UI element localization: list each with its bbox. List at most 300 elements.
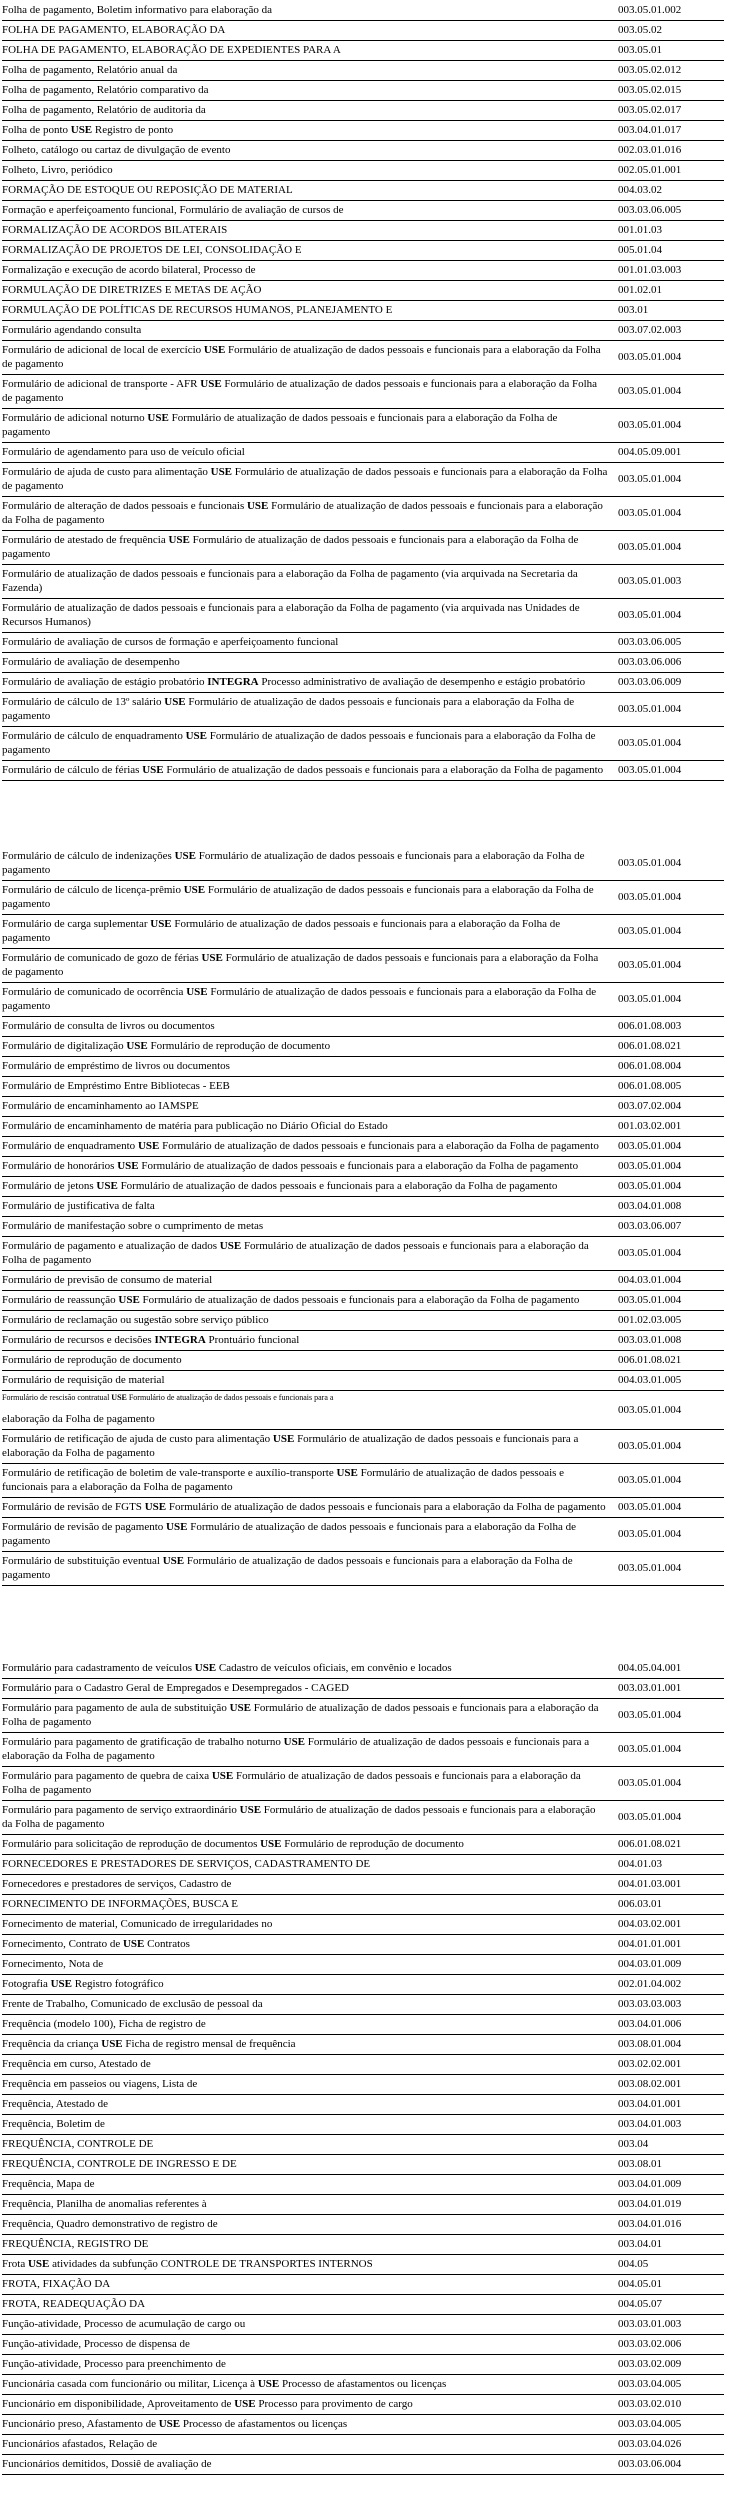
entry-description: Formulário de consulta de livros ou documentos (2, 1020, 215, 1032)
entry-description: Funcionária casada com funcionário ou militar, Licença à USE Processo de afastamentos ou licenças (2, 2378, 447, 2390)
entry-description: Frequência, Planilha de anomalias referentes à (2, 2198, 207, 2210)
entry-code: 003.08.01 (618, 2158, 662, 2170)
table-row (2, 1518, 724, 1552)
entry-code: 003.03.04.005 (618, 2418, 682, 2430)
classification-index-document (2, 0, 724, 2487)
table-row (2, 2235, 724, 2255)
table-row (2, 983, 724, 1017)
table-row (2, 61, 724, 81)
entry-code: 003.04.01.001 (618, 2098, 682, 2110)
table-row (2, 2195, 724, 2215)
table-row (2, 693, 724, 727)
table-row (2, 599, 724, 633)
table-row (2, 1057, 724, 1077)
entry-code: 003.01 (618, 304, 649, 316)
table-row (2, 221, 724, 241)
entry-code: 003.03.06.009 (618, 676, 682, 688)
page-section (2, 847, 724, 1586)
entry-code: 003.05.01.004 (618, 891, 682, 903)
entry-code: 003.05.01.004 (618, 1501, 682, 1513)
table-row (2, 1371, 724, 1391)
entry-code: 004.03.02 (618, 184, 662, 196)
entry-description: Fornecimento, Contrato de USE Contratos (2, 1938, 190, 1950)
entry-description: Formulário de ajuda de custo para alimentação USE Formulário de atualização de dados pessoais e funcionais para a elaboração da Folha de pagamento (2, 466, 608, 492)
entry-code: 003.04.01.006 (618, 2018, 682, 2030)
entry-code: 003.05.01.004 (618, 1709, 682, 1721)
entry-description: FREQUÊNCIA, CONTROLE DE (2, 2138, 154, 2150)
entry-description: Funcionário preso, Afastamento de USE Processo de afastamentos ou licenças (2, 2418, 348, 2430)
table-row (2, 1, 724, 21)
table-row (2, 1699, 724, 1733)
entry-description: Folheto, catálogo ou cartaz de divulgação de evento (2, 144, 231, 156)
entry-description: Formulário de revisão de FGTS USE Formulário de atualização de dados pessoais e funcionais para a elaboração da Folha de pagamento (2, 1501, 606, 1513)
table-row (2, 1271, 724, 1291)
table-row (2, 1767, 724, 1801)
entry-code: 003.05.01.004 (618, 1777, 682, 1789)
entry-code: 003.04.01.019 (618, 2198, 682, 2210)
table-row (2, 497, 724, 531)
table-row (2, 241, 724, 261)
entry-description: Formulário de jetons USE Formulário de atualização de dados pessoais e funcionais para a elaboração da Folha de pagamento (2, 1180, 558, 1192)
table-row (2, 1935, 724, 1955)
page-break-gap (2, 781, 724, 847)
table-row (2, 2175, 724, 2195)
entry-code: 003.05.01.004 (618, 1294, 682, 1306)
table-row (2, 2315, 724, 2335)
entry-description: Frequência, Boletim de (2, 2118, 105, 2130)
entry-description: Formulário de enquadramento USE Formulário de atualização de dados pessoais e funcionais para a elaboração da Folha de pagamento (2, 1140, 599, 1152)
table-row (2, 2375, 724, 2395)
entry-description: Funcionário em disponibilidade, Aproveitamento de USE Processo para provimento de cargo (2, 2398, 413, 2410)
entry-code: 003.05.01.004 (618, 1403, 682, 1416)
entry-description: Formulário para solicitação de reprodução de documentos USE Formulário de reprodução de documento (2, 1838, 464, 1850)
entry-description: FROTA, FIXAÇÃO DA (2, 2278, 111, 2290)
table-row (2, 261, 724, 281)
table-row (2, 1237, 724, 1271)
entry-description: FOLHA DE PAGAMENTO, ELABORAÇÃO DE EXPEDIENTES PARA A (2, 44, 341, 56)
entry-code: 003.05.01.004 (618, 385, 682, 397)
entry-code: 003.05.01.002 (618, 4, 682, 16)
entry-code: 003.03.04.026 (618, 2438, 682, 2450)
entry-description: Formulário de avaliação de desempenho (2, 656, 180, 668)
table-row (2, 881, 724, 915)
entry-code: 003.05.01.004 (618, 1440, 682, 1452)
entry-description: Frequência em passeios ou viagens, Lista de (2, 2078, 198, 2090)
entry-code: 004.01.03.001 (618, 1878, 682, 1890)
table-row (2, 1157, 724, 1177)
entry-description: Formulário de encaminhamento de matéria para publicação no Diário Oficial do Estado (2, 1120, 388, 1132)
entry-description: Formulário de reassunção USE Formulário de atualização de dados pessoais e funcionais para a elaboração da Folha de pagamento (2, 1294, 580, 1306)
table-row (2, 1331, 724, 1351)
table-row (2, 2055, 724, 2075)
entry-description: Função-atividade, Processo de dispensa de (2, 2338, 190, 2350)
entry-code: 003.05.01.004 (618, 419, 682, 431)
entry-code: 003.03.06.007 (618, 1220, 682, 1232)
table-row (2, 673, 724, 693)
entry-description: FORNECEDORES E PRESTADORES DE SERVIÇOS, CADASTRAMENTO DE (2, 1858, 371, 1870)
entry-description: Frequência (modelo 100), Ficha de registro de (2, 2018, 206, 2030)
entry-description: Formulário de agendamento para uso de veículo oficial (2, 446, 245, 458)
table-row (2, 915, 724, 949)
entry-description: Formulário agendando consulta (2, 324, 142, 336)
entry-description: Formulário para o Cadastro Geral de Empregados e Desempregados - CAGED (2, 1682, 350, 1694)
entry-code: 001.01.03.003 (618, 264, 682, 276)
table-row (2, 2035, 724, 2055)
entry-code: 003.05.01.004 (618, 1743, 682, 1755)
entry-description: Frequência em curso, Atestado de (2, 2058, 151, 2070)
entry-code: 003.05.01.004 (618, 764, 682, 776)
entry-code: 004.03.01.005 (618, 1374, 682, 1386)
table-row (2, 1915, 724, 1935)
entry-code: 003.03.06.005 (618, 636, 682, 648)
entry-code: 006.01.08.003 (618, 1020, 682, 1032)
entry-description: Formulário de Empréstimo Entre Bibliotecas - EEB (2, 1080, 230, 1092)
table-row (2, 2215, 724, 2235)
entry-description: Formulário para pagamento de gratificação de trabalho noturno USE Formulário de atualização de dados pessoais e funcionais para a elaboração da Folha de pagamento (2, 1736, 590, 1762)
entry-code: 003.05.01.004 (618, 1247, 682, 1259)
entry-description: FOLHA DE PAGAMENTO, ELABORAÇÃO DA (2, 24, 226, 36)
table-row (2, 181, 724, 201)
entry-code: 004.03.01.004 (618, 1274, 682, 1286)
entry-code: 001.01.03 (618, 224, 662, 236)
entry-code: 003.05.01.004 (618, 737, 682, 749)
table-row (2, 531, 724, 565)
table-row (2, 1552, 724, 1586)
table-row (2, 41, 724, 61)
entry-code: 003.05.01.004 (618, 925, 682, 937)
entry-description: Formulário de previsão de consumo de material (2, 1274, 213, 1286)
table-row (2, 409, 724, 443)
entry-description: Formulário de cálculo de enquadramento USE Formulário de atualização de dados pessoais e funcionais para a elaboração da Folha de pagamento (2, 730, 596, 756)
entry-description: Frequência, Atestado de (2, 2098, 108, 2110)
table-row (2, 2155, 724, 2175)
table-row (2, 2335, 724, 2355)
table-row (2, 1351, 724, 1371)
entry-code: 003.05.01.004 (618, 703, 682, 715)
table-row (2, 341, 724, 375)
entry-code: 004.05 (618, 2258, 649, 2270)
entry-description: Formulário de manifestação sobre o cumprimento de metas (2, 1220, 264, 1232)
table-row (2, 1801, 724, 1835)
entry-code: 003.05.01.004 (618, 351, 682, 363)
table-row (2, 1291, 724, 1311)
table-row (2, 2295, 724, 2315)
entry-code: 001.02.01 (618, 284, 662, 296)
table-row (2, 1995, 724, 2015)
entry-description: Formulário de comunicado de ocorrência USE Formulário de atualização de dados pessoais e funcionais para a elaboração da Folha de pagamento (2, 986, 597, 1012)
entry-code: 006.01.08.021 (618, 1354, 682, 1366)
entry-code: 003.03.01.001 (618, 1682, 682, 1694)
table-row (2, 1498, 724, 1518)
entry-description: Formulário de empréstimo de livros ou documentos (2, 1060, 230, 1072)
table-row (2, 443, 724, 463)
entry-description: Fornecimento de material, Comunicado de irregularidades no (2, 1918, 273, 1930)
entry-code: 003.04 (618, 2138, 649, 2150)
entry-code: 003.05.01.004 (618, 609, 682, 621)
entry-code: 003.05.01.004 (618, 1140, 682, 1152)
table-row (2, 565, 724, 599)
entry-description: Formulário para pagamento de quebra de caixa USE Formulário de atualização de dados pessoais e funcionais para a elaboração da Folha de pagamento (2, 1770, 581, 1796)
entry-description: Formulário de adicional de transporte - AFR USE Formulário de atualização de dados pessoais e funcionais para a elaboração da Folha de pagamento (2, 378, 598, 404)
entry-code: 004.05.01 (618, 2278, 662, 2290)
table-row (2, 1430, 724, 1464)
table-row (2, 2135, 724, 2155)
entry-description: Formulário de avaliação de cursos de formação e aperfeiçoamento funcional (2, 636, 339, 648)
entry-description: Fotografia USE Registro fotográfico (2, 1978, 164, 1990)
entry-description: Frente de Trabalho, Comunicado de exclusão de pessoal da (2, 1998, 263, 2010)
table-row (2, 761, 724, 781)
entry-description: Formulário de atualização de dados pessoais e funcionais para a elaboração da Folha de pagamento (via arquivada na Secretaria da Fazenda) (2, 568, 578, 594)
entry-description: Fornecedores e prestadores de serviços, Cadastro de (2, 1878, 232, 1890)
entry-description: Função-atividade, Processo de acumulação de cargo ou (2, 2318, 246, 2330)
entry-code: 003.03.03.003 (618, 1998, 682, 2010)
table-row (2, 1955, 724, 1975)
table-row (2, 949, 724, 983)
entry-code: 006.01.08.005 (618, 1080, 682, 1092)
table-row (2, 1311, 724, 1331)
entry-code: 006.01.08.004 (618, 1060, 682, 1072)
entry-code: 003.04.01 (618, 2238, 662, 2250)
entry-code: 003.08.01.004 (618, 2038, 682, 2050)
table-row (2, 21, 724, 41)
table-row (2, 1875, 724, 1895)
entry-description: Formulário de reprodução de documento (2, 1354, 182, 1366)
classification-table (2, 1, 724, 2475)
table-row (2, 727, 724, 761)
entry-code: 003.05.01.004 (618, 1180, 682, 1192)
entry-description: Formulário de revisão de pagamento USE Formulário de atualização de dados pessoais e funcionais para a elaboração da Folha de pagamento (2, 1521, 576, 1547)
table-row (2, 2415, 724, 2435)
entry-code: 004.05.09.001 (618, 446, 682, 458)
entry-description: Frota USE atividades da subfunção CONTROLE DE TRANSPORTES INTERNOS (2, 2258, 373, 2270)
entry-description: Frequência da criança USE Ficha de registro mensal de frequência (2, 2038, 296, 2050)
entry-code: 003.05.01.004 (618, 1474, 682, 1486)
entry-code: 006.01.08.021 (618, 1040, 682, 1052)
entry-description: FORMALIZAÇÃO DE PROJETOS DE LEI, CONSOLIDAÇÃO E (2, 244, 302, 256)
entry-description: Função-atividade, Processo para preenchimento de (2, 2358, 226, 2370)
entry-code: 004.05.07 (618, 2298, 662, 2310)
entry-description: Formulário para cadastramento de veículos USE Cadastro de veículos oficiais, em convênio e locados (2, 1662, 452, 1674)
table-row (2, 1895, 724, 1915)
entry-code: 003.05.01.004 (618, 473, 682, 485)
table-row (2, 2015, 724, 2035)
table-row (2, 1733, 724, 1767)
entry-description: Formulário de cálculo de licença-prêmio USE Formulário de atualização de dados pessoais e funcionais para a elaboração da Folha de pagamento (2, 884, 594, 910)
entry-code: 003.08.02.001 (618, 2078, 682, 2090)
table-row (2, 1137, 724, 1157)
entry-code: 003.03.06.004 (618, 2458, 682, 2470)
page-section (2, 1659, 724, 2475)
entry-code: 004.01.01.001 (618, 1938, 682, 1950)
entry-code: 001.02.03.005 (618, 1314, 682, 1326)
entry-description: Formulário de cálculo de férias USE Formulário de atualização de dados pessoais e funcionais para a elaboração da Folha de pagamento (2, 764, 604, 776)
entry-code: 003.05.01 (618, 44, 662, 56)
entry-description: Formulário de alteração de dados pessoais e funcionais USE Formulário de atualização de dados pessoais e funcionais para a elaboração da Folha de pagamento (2, 500, 603, 526)
table-row (2, 1037, 724, 1057)
entry-description: Folha de pagamento, Relatório comparativo da (2, 84, 209, 96)
entry-description: Formação e aperfeiçoamento funcional, Formulário de avaliação de cursos de (2, 204, 344, 216)
entry-description: FREQUÊNCIA, REGISTRO DE (2, 2238, 149, 2250)
table-row (2, 375, 724, 409)
page-break-gap (2, 1586, 724, 1659)
table-row (2, 1391, 724, 1430)
entry-description: Formulário de reclamação ou sugestão sobre serviço público (2, 1314, 269, 1326)
table-row (2, 633, 724, 653)
entry-description: Formulário de avaliação de estágio probatório INTEGRA Processo administrativo de avaliação de desempenho e estágio probatório (2, 676, 586, 688)
table-row (2, 2455, 724, 2475)
entry-description: Frequência, Mapa de (2, 2178, 95, 2190)
bottom-margin (2, 2475, 724, 2487)
entry-description: Formulário de comunicado de gozo de férias USE Formulário de atualização de dados pessoais e funcionais para a elaboração da Folha de pagamento (2, 952, 599, 978)
entry-description: FORMALIZAÇÃO DE ACORDOS BILATERAIS (2, 224, 228, 236)
table-row (2, 1117, 724, 1137)
entry-code: 004.05.04.001 (618, 1662, 682, 1674)
table-row (2, 121, 724, 141)
entry-code: 003.05.01.004 (618, 1528, 682, 1540)
table-row (2, 2075, 724, 2095)
entry-code: 003.07.02.003 (618, 324, 682, 336)
entry-description: Formulário de retificação de ajuda de custo para alimentação USE Formulário de atualização de dados pessoais e funcionais para a elaboração da Folha de pagamento (2, 1433, 579, 1459)
table-row (2, 1679, 724, 1699)
entry-description: Funcionários afastados, Relação de (2, 2438, 158, 2450)
entry-code: 003.04.01.003 (618, 2118, 682, 2130)
table-row (2, 201, 724, 221)
entry-code: 005.01.04 (618, 244, 662, 256)
entry-code: 006.03.01 (618, 1898, 662, 1910)
table-row (2, 81, 724, 101)
entry-description: FORMAÇÃO DE ESTOQUE OU REPOSIÇÃO DE MATERIAL (2, 184, 293, 196)
entry-code: 003.03.04.005 (618, 2378, 682, 2390)
entry-description: FORMULAÇÃO DE POLÍTICAS DE RECURSOS HUMANOS, PLANEJAMENTO E (2, 304, 393, 316)
entry-code: 003.04.01.016 (618, 2218, 682, 2230)
table-row (2, 281, 724, 301)
entry-code: 003.04.01.008 (618, 1200, 682, 1212)
entry-code: 002.05.01.001 (618, 164, 682, 176)
table-row (2, 2115, 724, 2135)
table-row (2, 463, 724, 497)
entry-code: 001.03.02.001 (618, 1120, 682, 1132)
entry-description: Formalização e execução de acordo bilateral, Processo de (2, 264, 256, 276)
entry-description: Formulário de adicional noturno USE Formulário de atualização de dados pessoais e funcionais para a elaboração da Folha de pagamento (2, 412, 558, 438)
table-row (2, 1077, 724, 1097)
table-row (2, 1975, 724, 1995)
entry-description: Folheto, Livro, periódico (2, 164, 113, 176)
entry-code: 006.01.08.021 (618, 1838, 682, 1850)
entry-code: 003.05.01.004 (618, 507, 682, 519)
table-row (2, 2275, 724, 2295)
entry-description: FORNECIMENTO DE INFORMAÇÕES, BUSCA E (2, 1898, 239, 1910)
table-row (2, 2355, 724, 2375)
entry-description: FORMULAÇÃO DE DIRETRIZES E METAS DE AÇÃO (2, 284, 262, 296)
entry-description: Formulário de adicional de local de exercício USE Formulário de atualização de dados pessoais e funcionais para a elaboração da Folha de pagamento (2, 344, 601, 370)
table-row (2, 2255, 724, 2275)
entry-description: Funcionários demitidos, Dossiê de avaliação de (2, 2458, 212, 2470)
entry-description: Formulário de retificação de boletim de vale-transporte e auxílio-transporte USE Formulário de atualização de dados pessoais e funcionais para a elaboração da Folha de pagamento (2, 1467, 565, 1493)
entry-description: Formulário de digitalização USE Formulário de reprodução de documento (2, 1040, 331, 1052)
entry-code: 003.05.02.012 (618, 64, 682, 76)
entry-code: 003.03.01.008 (618, 1334, 682, 1346)
entry-description: Formulário de pagamento e atualização de dados USE Formulário de atualização de dados pessoais e funcionais para a elaboração da Folha de pagamento (2, 1240, 589, 1266)
entry-code: 003.05.02.017 (618, 104, 682, 116)
entry-code: 003.05.01.004 (618, 993, 682, 1005)
entry-description: Folha de pagamento, Boletim informativo para elaboração da (2, 4, 273, 16)
entry-code: 003.03.02.009 (618, 2358, 682, 2370)
entry-description: FREQUÊNCIA, CONTROLE DE INGRESSO E DE (2, 2158, 237, 2170)
entry-code: 004.03.01.009 (618, 1958, 682, 1970)
table-row (2, 161, 724, 181)
entry-description: Formulário para pagamento de aula de substituição USE Formulário de atualização de dados pessoais e funcionais para a elaboração da Folha de pagamento (2, 1702, 599, 1728)
table-row (2, 1017, 724, 1037)
entry-code: 003.04.01.009 (618, 2178, 682, 2190)
table-row (2, 2435, 724, 2455)
entry-description: Folha de pagamento, Relatório de auditoria da (2, 104, 206, 116)
entry-code: 003.04.01.017 (618, 124, 682, 136)
entry-description: Formulário para pagamento de serviço extraordinário USE Formulário de atualização de dados pessoais e funcionais para a elaboração da Folha de pagamento (2, 1804, 596, 1830)
entry-description: Formulário de atestado de frequência USE Formulário de atualização de dados pessoais e funcionais para a elaboração da Folha de pagamento (2, 534, 579, 560)
entry-description: Formulário de carga suplementar USE Formulário de atualização de dados pessoais e funcionais para a elaboração da Folha de pagamento (2, 918, 561, 944)
entry-description: Formulário de cálculo de 13º salário USE Formulário de atualização de dados pessoais e funcionais para a elaboração da Folha de pagamento (2, 696, 575, 722)
entry-code: 003.05.01.003 (618, 575, 682, 587)
entry-description: Folha de pagamento, Relatório anual da (2, 64, 178, 76)
entry-description: Formulário de substituição eventual USE Formulário de atualização de dados pessoais e funcionais para a elaboração da Folha de pagamento (2, 1555, 573, 1581)
entry-description: Formulário de justificativa de falta (2, 1200, 155, 1212)
entry-code: 003.05.01.004 (618, 541, 682, 553)
table-row (2, 101, 724, 121)
table-row (2, 847, 724, 881)
table-row (2, 1835, 724, 1855)
table-row (2, 1097, 724, 1117)
entry-description: Formulário de rescisão contratual USE Formulário de atualização de dados pessoais e funcionais para a elaboração da Folha de pagamento (2, 1393, 334, 1425)
table-row (2, 1197, 724, 1217)
table-row (2, 1855, 724, 1875)
entry-description: Formulário de encaminhamento ao IAMSPE (2, 1100, 199, 1112)
entry-description: Formulário de recursos e decisões INTEGRA Prontuário funcional (2, 1334, 300, 1346)
entry-code: 003.03.06.005 (618, 204, 682, 216)
entry-description: Formulário de honorários USE Formulário de atualização de dados pessoais e funcionais para a elaboração da Folha de pagamento (2, 1160, 579, 1172)
table-row (2, 653, 724, 673)
table-row (2, 2095, 724, 2115)
entry-code: 003.05.01.004 (618, 1160, 682, 1172)
entry-code: 003.03.01.003 (618, 2318, 682, 2330)
entry-description: Formulário de cálculo de indenizações USE Formulário de atualização de dados pessoais e funcionais para a elaboração da Folha de pagamento (2, 850, 585, 876)
table-row (2, 1177, 724, 1197)
page-section (2, 1, 724, 781)
table-row (2, 301, 724, 321)
entry-code: 003.05.02 (618, 24, 662, 36)
table-row (2, 2395, 724, 2415)
table-row (2, 1217, 724, 1237)
table-row (2, 1464, 724, 1498)
entry-description: Frequência, Quadro demonstrativo de registro de (2, 2218, 218, 2230)
entry-code: 002.01.04.002 (618, 1978, 682, 1990)
entry-code: 003.05.01.004 (618, 959, 682, 971)
entry-description: Fornecimento, Nota de (2, 1958, 104, 1970)
entry-code: 003.05.02.015 (618, 84, 682, 96)
entry-description: Folha de ponto USE Registro de ponto (2, 124, 174, 136)
entry-code: 003.03.02.006 (618, 2338, 682, 2350)
entry-description: FROTA, READEQUAÇÃO DA (2, 2298, 146, 2310)
entry-description: Formulário de requisição de material (2, 1374, 165, 1386)
table-row (2, 1659, 724, 1679)
entry-code: 004.03.02.001 (618, 1918, 682, 1930)
entry-code: 002.03.01.016 (618, 144, 682, 156)
entry-code: 003.07.02.004 (618, 1100, 682, 1112)
table-row (2, 321, 724, 341)
entry-code: 003.05.01.004 (618, 857, 682, 869)
entry-description: Formulário de atualização de dados pessoais e funcionais para a elaboração da Folha de pagamento (via arquivada nas Unidades de Recursos Humanos) (2, 602, 580, 628)
entry-code: 003.05.01.004 (618, 1562, 682, 1574)
entry-code: 003.05.01.004 (618, 1811, 682, 1823)
